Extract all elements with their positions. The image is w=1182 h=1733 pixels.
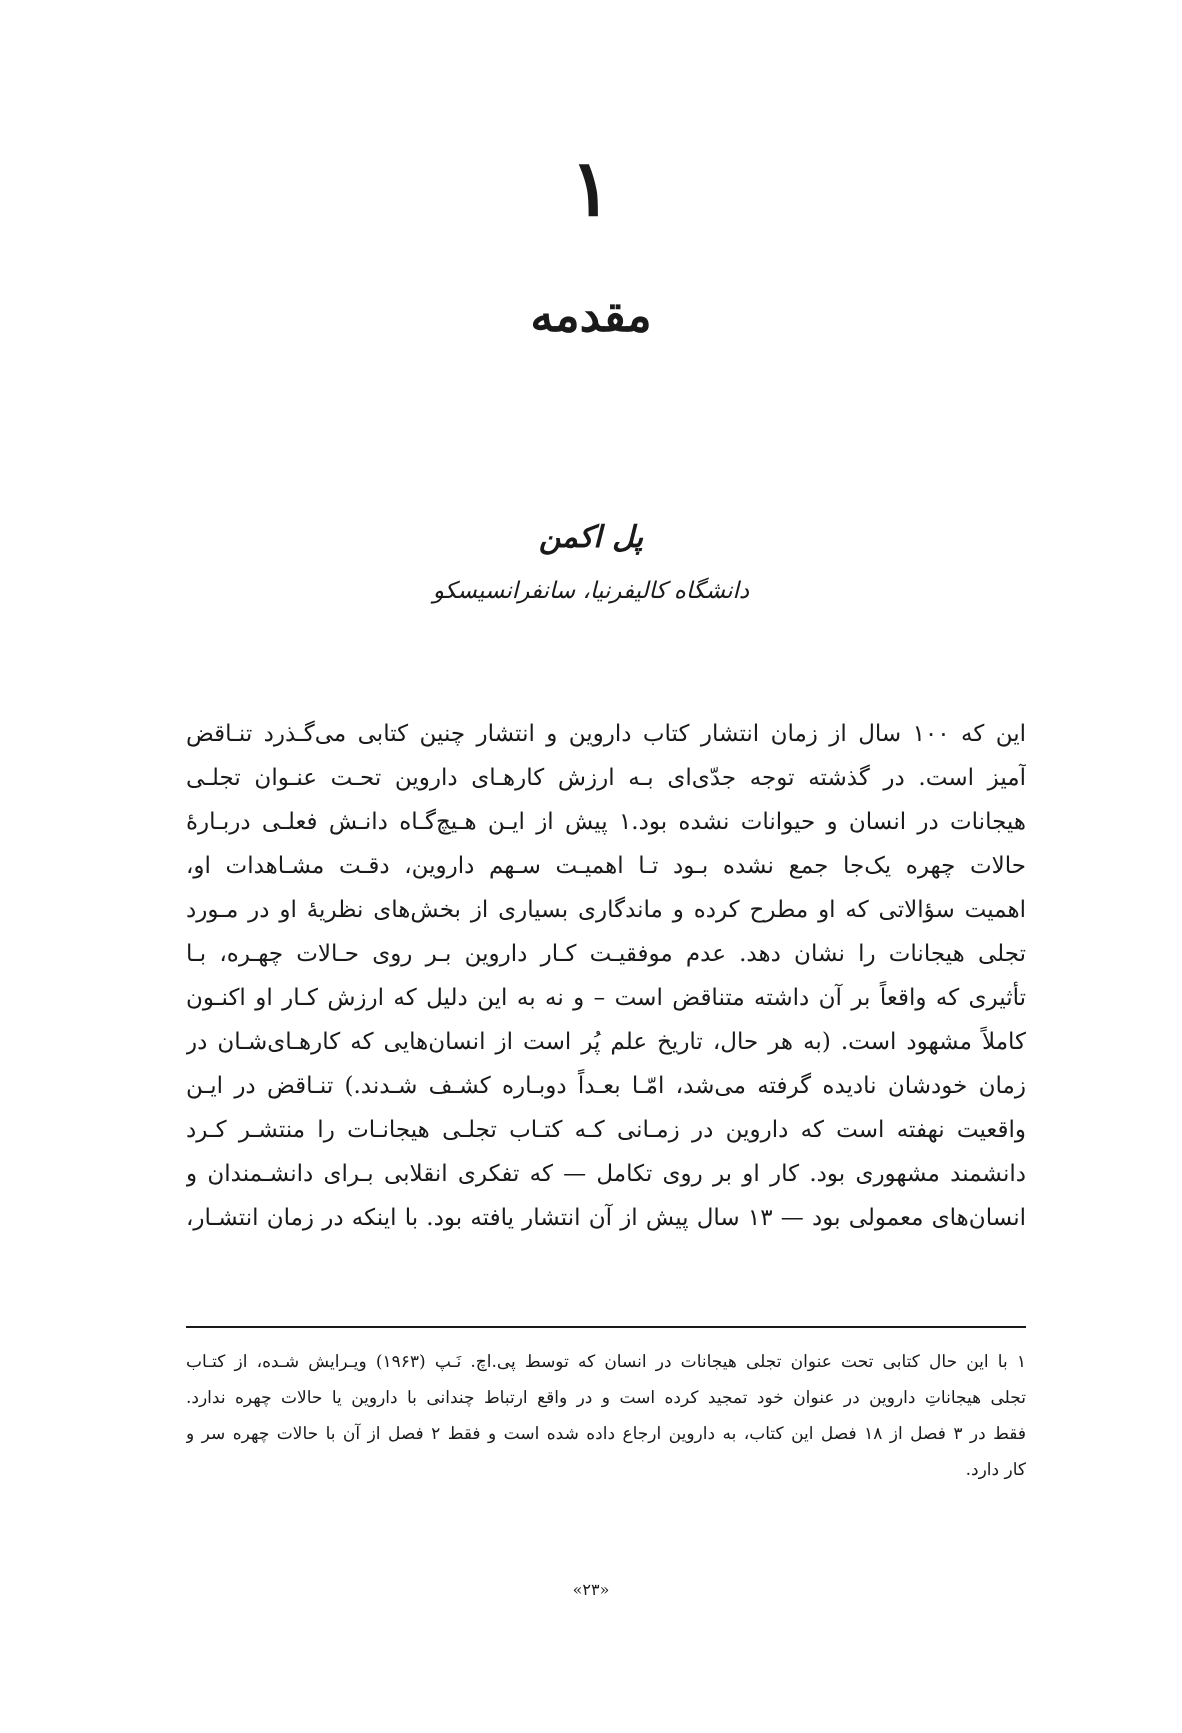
footnote-line: ۱ با این حال کتابی تحت عنوان تجلی هیجانات در انسان که توسط پی.اچ. نَـپ (۱۹۶۳) ویـرایش شـده، از کتـاب [186, 1352, 1026, 1372]
page-number: «۲۳» [572, 1580, 610, 1599]
chapter-title: مقدمه [530, 288, 652, 342]
footnote-line: کار دارد. [965, 1460, 1026, 1480]
footnote-line: تجلی هیجاناتِ داروین در عنوان خود تمجید کرده است و در واقع ارتباط چندانی با داروین یا حالات چهره ندارد. [186, 1388, 1026, 1408]
body-line: اهمیت سؤالاتی که او مطرح کرده و ماندگاری بسیاری از بخش‌های نظریهٔ او در مـورد [186, 897, 1026, 923]
author-name: پل اکمن [538, 520, 644, 555]
footnote-divider [186, 1326, 1026, 1328]
body-line: زمان خودشان نادیده گرفته می‌شد، امّـا بعـداً دوبـاره کشـف شـدند.) تنـاقض در ایـن [186, 1073, 1026, 1099]
body-line: واقعیت نهفته است که داروین در زمـانی کـه کتـاب تجلـی هیجانـات را منتشـر کـرد [186, 1117, 1026, 1143]
footnote-line: فقط در ۳ فصل از ۱۸ فصل این کتاب، به داروین ارجاع داده شده است و فقط ۲ فصل از آن با حالات چهره سر و [186, 1424, 1026, 1444]
body-line: حالات چهره یک‌جا جمع نشده بـود تـا اهمیـت سـهم داروین، دقـت مشـاهدات او، [186, 853, 1026, 879]
footnotes [186, 1344, 1026, 1488]
body-line: انسان‌های معمولی بود — ۱۳ سال پیش از آن انتشار یافته بود. با اینکه در زمان انتشـار، [186, 1205, 1026, 1231]
body-line: کاملاً مشهود است. (به هر حال، تاریخ علم پُر است از انسان‌هایی که کارهـای‌شـان در [186, 1029, 1026, 1055]
body-line: آمیز است. در گذشته توجه جدّی‌ای بـه ارزش کارهـای داروین تحـت عنـوان تجلـی [186, 765, 1026, 791]
chapter-number: ۱ [570, 143, 612, 234]
body-line: این که ۱۰۰ سال از زمان انتشار کتاب داروین و انتشار چنین کتابی می‌گـذرد تنـاقض [186, 721, 1026, 747]
author-affiliation: دانشگاه کالیفرنیا، سانفرانسیسکو [432, 578, 750, 604]
body-line: هیجانات در انسان و حیوانات نشده بود.۱ پیش از ایـن هـیچ‌گـاه دانـش فعلـی دربـارهٔ [186, 809, 1026, 835]
body-line: تأثیری که واقعاً بر آن داشته متناقض است – و نه به این دلیل که ارزش کـار او اکنـون [186, 985, 1026, 1011]
body-text [186, 712, 1026, 1240]
body-line: تجلی هیجانات را نشان دهد. عدم موفقیـت کـار داروین بـر روی حـالات چهـره، بـا [186, 941, 1026, 967]
body-line: دانشمند مشهوری بود. کار او بر روی تکامل — که تفکری انقلابی بـرای دانشـمندان و [186, 1161, 1026, 1187]
